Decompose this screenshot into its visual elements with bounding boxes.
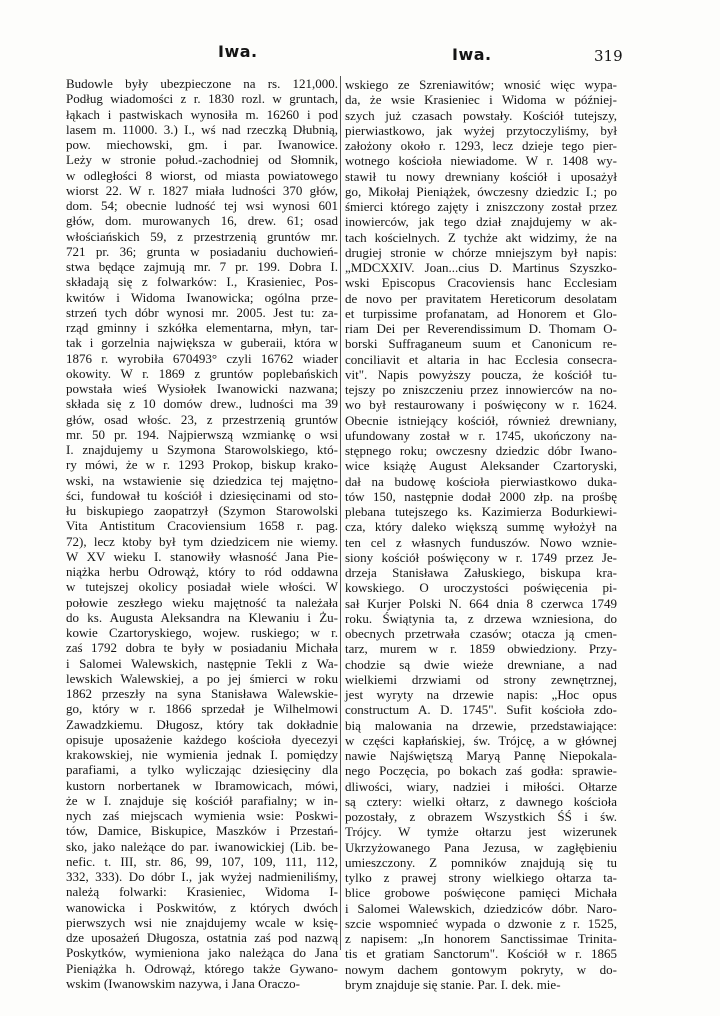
text-line: Podług wiadomości z r. 1830 rozl. w gruntach,: [66, 91, 338, 107]
text-line: wice książę August Aleksander Czartoryski,: [345, 458, 617, 474]
text-line: obecnych przetrwała czasów; otacza ją cmen-: [345, 626, 617, 641]
text-line: krakowskiej, nie wymienia jednak I. pomiędzy: [66, 747, 338, 762]
text-line: łąkach i pastwiskach wynosiła m. 16260 i pod: [66, 106, 338, 122]
running-header-left: Iwa.: [218, 42, 258, 61]
text-line: go, Mikołaj Pieniążek, ówczesny dziedzic I.; po: [345, 183, 617, 199]
text-line: wskim (Iwanowskim nazywa, i Jana Oraczo-: [66, 975, 300, 991]
text-line: parafiami, a tylko wyliczając dziesięciny dla: [66, 762, 338, 778]
text-line: kowskiego. O uroczystości poświęcenia pi-: [345, 580, 617, 596]
text-line: umieszczony. Z pomników znajdują się tu: [345, 854, 617, 870]
text-line: riam Dei per Reverendissimum D. Thomam O-: [345, 321, 617, 336]
text-line: wski, na wstawienie się dziedzica tej majętno-: [66, 472, 338, 488]
text-line: da, że wsie Krasieniec i Widoma w później-: [345, 92, 617, 108]
text-line: Trójcy. W tymże ołtarzu jest wizerunek: [345, 824, 617, 840]
text-line: głów, osad włośc. 23, z przestrzenią gruntów: [66, 411, 338, 427]
text-line: 332, 333). Do dóbr I., jak wyżej nadmieniliśmy,: [66, 869, 338, 884]
text-line: śmierci którego zajęty i zniszczony został przez: [345, 199, 617, 214]
right-text-column: [345, 77, 617, 992]
text-line: dom. 54; obecnie ludność tej wsi wynosi 601: [66, 198, 338, 213]
text-line: wotnego kościoła niewiadome. W r. 1408 wy-: [345, 153, 617, 169]
text-line: 72), lecz ktoby był tym dziedzicem nie wiemy.: [66, 533, 338, 549]
text-line: inowierców, jak tego dział znajdujemy w ak-: [345, 214, 617, 230]
text-line: Vita Antistitum Cracoviensium 1658 r. pag.: [66, 518, 338, 534]
text-line: blice grobowe poświęcone pamięci Michała: [345, 885, 617, 901]
text-line: siony kościół poświęcony w r. 1749 przez Je-: [345, 549, 617, 565]
text-line: składają się z folwarków: I., Krasieniec, Pos-: [66, 274, 338, 290]
text-line: nych zaś miejscach wymienia wsie: Poskwi-: [66, 808, 338, 823]
text-line: wielkiemi drzwiami od strony zewnętrznej,: [345, 671, 617, 687]
text-line: nowym dachem gontowym pokryty, w do-: [345, 961, 617, 977]
text-line: nego Poczęcia, po bokach zaś godła: sprawie-: [345, 763, 617, 779]
text-line: niążka herbu Odrowąż, który to ród oddawna: [66, 564, 338, 579]
text-line: tak i gorzelnia największa w guberaii, która w: [66, 335, 338, 351]
text-line: do ks. Augusta Aleksandra na Klewaniu i Żu-: [66, 609, 338, 625]
text-line: bią malowania na drzewie, przedstawiające:: [345, 717, 617, 733]
text-line: Pieniążka h. Odrowąż, którego także Gywano-: [66, 960, 338, 976]
text-line: kowie Czartoryskiego, wojew. ruskiego; w r.: [66, 625, 338, 640]
text-line: pierwszych wsi nie znajdujemy wcale w księ-: [66, 914, 338, 930]
text-line: tejszy po zniszczeniu przez innowierców na no-: [345, 382, 617, 397]
text-line: dze uposażeń Długosza, ostatnia zaś pod nazwą: [66, 930, 338, 945]
running-header-center: Iwa.: [452, 45, 492, 64]
text-line: tylko z prawej strony wielkiego ołtarza ta-: [345, 870, 617, 885]
text-line: 1862 przeszły na syna Stanisława Walewskie-: [66, 686, 338, 701]
text-line: w tutejszej okolicy posiadał wiele włości. W: [66, 579, 338, 595]
text-line: 721 pr. 36; grunta w posiadaniu duchowień-: [66, 243, 338, 259]
text-line: stwa będące zajmują mr. 7 pr. 199. Dobra I.: [66, 259, 338, 274]
text-line: kwitów i Widoma Iwanowicka; ogólna prze-: [66, 289, 338, 305]
text-line: de novo per pravitatem Hereticorum desolatam: [345, 290, 617, 306]
text-line: wiorst 22. W r. 1827 miała ludności 370 głów,: [66, 182, 338, 198]
text-line: ten cel z własnych funduszów. Nowo wznie-: [345, 534, 617, 550]
text-line: Leży w stronie połud.-zachodniej od Słomnik,: [66, 152, 338, 168]
text-line: połowie zeszłego wieku majętność ta należała: [66, 594, 338, 610]
text-line: pow. miechowski, gm. i par. Iwanowice.: [66, 137, 338, 152]
text-line: ści, fundował tu kościół i dziesięcinami od sto-: [66, 487, 338, 503]
text-line: i Salomei Walewskich, dziedziców dóbr. Naro-: [345, 900, 617, 916]
text-line: sko, jako należące do par. iwanowickiej (Lib. be-: [66, 838, 338, 854]
text-line: conciliavit et altaria in hac Ecclesia consecra-: [345, 351, 617, 367]
text-line: lasem m. 11000. 3.) I., wś nad rzeczką Dłubnią,: [66, 121, 338, 137]
column-divider: [340, 76, 341, 950]
text-line: cza, który daleko większą summę wyłożył na: [345, 519, 617, 535]
text-line: rząd gminny i szkółka elementarna, młyn, tar-: [66, 320, 338, 335]
text-line: kustorn norbertanek w Ibramowicach, mówi,: [66, 777, 338, 793]
text-line: „MDCXXIV. Joan...cius D. Martinus Szyszko-: [345, 260, 617, 275]
text-line: drzeja Stanisława Załuskiego, biskupa kra-: [345, 565, 617, 580]
text-line: 1876 r. wyrobiła 670493° czyli 16762 wiader: [66, 350, 338, 366]
text-line: sał Kurjer Polski N. 664 dnia 8 czerwca 1749: [345, 595, 617, 611]
text-line: powstała wieś Wysiołek Iwanowicki nazwana;: [66, 381, 338, 396]
text-line: tów 150, następnie dodał 2000 złp. na prośbę: [345, 488, 617, 504]
text-line: założony około r. 1293, lecz dzieje tego pier-: [345, 138, 617, 153]
text-line: w części kapłańskiej, św. Trójcę, a w głównej: [345, 732, 617, 748]
text-line: w odległości 8 wiorst, od miasta powiatowego: [66, 167, 338, 183]
text-line: z napisem: „In honorem Sanctissimae Trinita-: [345, 931, 617, 946]
text-line: I. znajdujemy u Szymona Starowolskiego, któ-: [66, 442, 338, 457]
text-line: głów, dom. murowanych 16, drew. 61; osad: [66, 213, 338, 229]
text-line: stawił tu nowy drewniany kościół i uposażył: [345, 168, 617, 184]
text-line: pierwiastkowo, jak wyżej przytoczyliśmy, był: [345, 122, 617, 138]
text-line: plebana tutejszego ks. Kazimierza Bodurkiewi-: [345, 504, 617, 519]
text-line: roku. Świątynia ta, z drzewa wzniesiona, do: [345, 610, 617, 626]
text-line: lewskich Walewskiej, a po jej śmierci w roku: [66, 670, 338, 686]
text-line: łu biskupiego zaopatrzył (Szymon Starowolski: [66, 503, 338, 518]
text-line: że w I. znajduje się kościół parafialny; w in-: [66, 792, 338, 808]
left-text-column: [66, 76, 338, 991]
text-line: tach kościelnych. Z tychże akt widzimy, że na: [345, 229, 617, 245]
text-line: włościańskich 59, z przestrzenią gruntów mr.: [66, 228, 338, 244]
text-line: wo był restaurowany i poświęcony w r. 1624.: [345, 397, 617, 413]
text-line: okowity. W r. 1869 z gruntów poplebańskich: [66, 365, 338, 381]
text-line: szcie wspomnieć wypada o dzwonie z r. 1525,: [345, 915, 617, 931]
text-line: nefic. t. III, str. 86, 99, 107, 109, 111, 112,: [66, 853, 338, 869]
text-line: constructum A. D. 1745". Sufit kościoła zdo-: [345, 702, 617, 718]
text-line: należą folwarki: Krasieniec, Widoma I-: [66, 884, 338, 900]
text-line: i Salomei Walewskich, następnie Tekli z Wa-: [66, 655, 338, 671]
text-line: Poskytków, wymieniona jako należąca do Jana: [66, 945, 338, 961]
text-line: opisuje uposażenie każdego kościoła dyecezyi: [66, 731, 338, 747]
text-line: są cztery: wielki ołtarz, z dawnego kościoła: [345, 793, 617, 809]
text-line: vit". Napis powyższy poucza, że kościół tu-: [345, 366, 617, 382]
text-line: Ukrzyżowanego Pana Jezusa, w zagłębieniu: [345, 839, 617, 855]
text-line: zaś 1792 dobra te były w posiadaniu Michała: [66, 640, 338, 656]
text-line: Zawadzkiemu. Długosz, który tak dokładnie: [66, 716, 338, 732]
text-line: szych już czasach powstały. Kościół tutejszy,: [345, 107, 617, 123]
text-line: wanowicka i Poskwitów, z których dwóch: [66, 899, 338, 915]
text-line: ry mówi, że w r. 1293 Prokop, biskup krako-: [66, 457, 338, 473]
text-line: wski Episcopus Cracoviensis hanc Ecclesiam: [345, 275, 617, 291]
text-line: tarz, murem w r. 1859 obwiedziony. Przy-: [345, 641, 617, 657]
text-line: dliwości, wiary, nadziei i miłości. Ołtarze: [345, 778, 617, 794]
text-line: nawie Najświętszą Maryą Pannę Niepokala-: [345, 748, 617, 763]
text-line: mr. 50 pr. 194. Najpierwszą wzmiankę o wsi: [66, 426, 338, 442]
text-line: go, który w r. 1866 sprzedał je Wilhelmowi: [66, 701, 338, 717]
text-line: borski Suffraganeum suum et Canonicum re-: [345, 336, 617, 352]
text-line: Budowle były ubezpieczone na rs. 121,000.: [66, 76, 338, 91]
text-line: składa się z 10 domów drew., ludności ma 39: [66, 396, 338, 412]
text-line: et turpissime profanatam, ad Honorem et Glo-: [345, 305, 617, 321]
page-number: 319: [594, 47, 623, 65]
text-line: tis et gratiam Sanctorum". Kościół w r. 1865: [345, 946, 617, 962]
text-line: tów, Damice, Biskupice, Maszków i Przestań-: [66, 823, 338, 839]
text-line: pozostały, z obrazem Wszystkich ŚŚ i św.: [345, 809, 617, 824]
text-line: dał na budowę kościoła pierwiastkowo duka-: [345, 473, 617, 489]
text-line: jest wyryty na drzewie napis: „Hoc opus: [345, 687, 617, 702]
text-line: wskiego ze Szreniawitów; wnosić więc wypa-: [345, 77, 617, 92]
text-line: brym znajduje się stanie. Par. I. dek. mie-: [345, 976, 561, 992]
text-line: stępnego roku; owczesny dziedzic dóbr Iwano-: [345, 443, 617, 458]
text-line: W XV wieku I. stanowiły własność Jana Pie-: [66, 548, 338, 564]
text-line: strzeń tych dóbr wynosi mr. 2005. Jest tu: za-: [66, 304, 338, 320]
text-line: chodzie są dwie wieże drewniane, a nad: [345, 656, 617, 672]
text-line: ufundowany został w r. 1745, ukończony na-: [345, 427, 617, 443]
text-line: Obecnie istniejący kościół, również drewniany,: [345, 412, 617, 428]
text-line: drugiej stronie w chórze mniejszym był napis:: [345, 244, 617, 260]
